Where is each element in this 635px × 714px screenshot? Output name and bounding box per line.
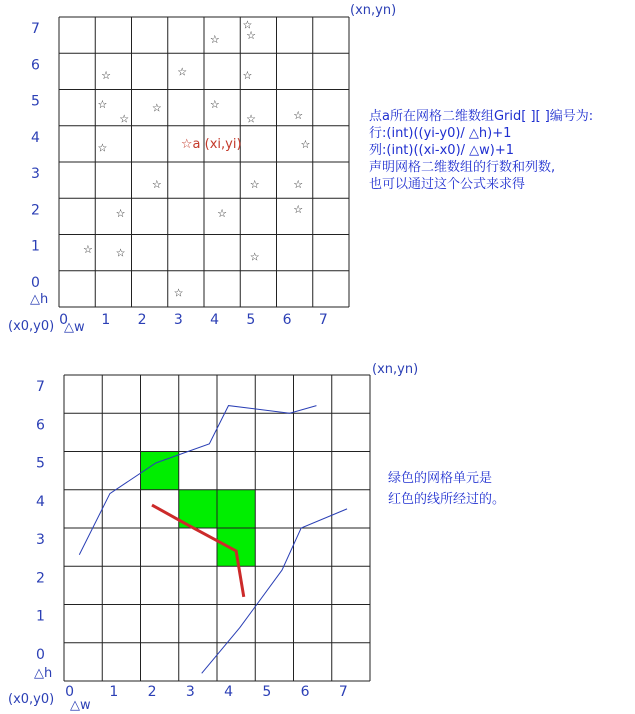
y-tick-label: 1	[31, 238, 40, 255]
grid-1	[59, 17, 349, 307]
star-point: ☆	[249, 177, 260, 191]
x-tick-label: 4	[210, 312, 220, 328]
star-point: ☆	[209, 98, 220, 111]
y-tick-label: 5	[31, 93, 40, 110]
y-tick-label: 6	[36, 417, 45, 434]
x-tick-label: 4	[224, 684, 234, 700]
x-tick-labels-2	[65, 684, 348, 700]
star-point: ☆	[115, 206, 126, 220]
blue-line-upper	[79, 406, 316, 555]
star-point: ☆	[209, 32, 220, 46]
y-tick-label: 2	[36, 570, 45, 587]
star-point: ☆	[242, 69, 253, 82]
corner-label-xn-yn: (xn,yn)	[350, 3, 397, 18]
y-tick-label: 4	[36, 493, 45, 510]
y-tick-label: 3	[31, 166, 40, 182]
highlight-note	[388, 470, 505, 507]
diagram-1	[8, 3, 593, 335]
star-point: ☆	[293, 177, 304, 191]
corner-label-x0-y0: (x0,y0)	[8, 319, 55, 334]
x-tick-label: 6	[282, 312, 292, 328]
x-tick-label: 2	[147, 684, 157, 700]
note-line: 列:(int)((xi-x0)/ △w)+1	[369, 143, 515, 158]
star-point: ☆	[97, 98, 108, 111]
star-point: ☆	[300, 137, 311, 151]
delta-h-label: △h	[30, 292, 49, 307]
y-tick-label: 0	[36, 646, 45, 663]
star-point: ☆	[177, 65, 188, 79]
grid-2	[64, 375, 370, 681]
note-line: 红色的线所经过的。	[388, 492, 506, 507]
star-point: ☆	[249, 250, 260, 264]
star-point: ☆	[101, 69, 111, 82]
star-point: ☆	[293, 108, 304, 122]
star-point: ☆	[83, 243, 93, 256]
diagram-2	[8, 362, 505, 713]
y-tick-label: 7	[31, 21, 40, 37]
corner-label-x0-y0-2: (x0,y0)	[8, 692, 55, 707]
note-line: 行:(int)((yi-y0)/ △h)+1	[369, 126, 512, 141]
note-line: 也可以通过这个公式来求得	[369, 177, 526, 192]
star-point: ☆	[115, 246, 126, 260]
star-point: ☆	[217, 206, 227, 220]
x-tick-label: 0	[65, 684, 75, 700]
note-line: 点a所在网格二维数组Grid[ ][ ]编号为:	[369, 109, 594, 124]
y-tick-label: 6	[31, 57, 40, 74]
x-tick-label: 3	[185, 684, 195, 700]
y-tick-labels-2	[36, 379, 45, 663]
y-tick-label: 3	[36, 532, 45, 548]
y-tick-label: 0	[31, 274, 40, 291]
star-point: ☆	[293, 203, 304, 217]
star-point: ☆	[173, 286, 184, 300]
x-tick-label: 7	[338, 684, 348, 700]
delta-h-label-2: △h	[34, 666, 53, 681]
y-tick-labels-1	[31, 21, 40, 291]
y-tick-label: 1	[36, 608, 45, 625]
star-point: ☆	[242, 18, 253, 32]
y-tick-label: 7	[36, 379, 45, 395]
delta-w-label-2: △w	[70, 698, 91, 713]
delta-w-label: △w	[64, 320, 85, 335]
highlight-cell	[217, 490, 255, 528]
x-tick-labels-1	[59, 312, 328, 328]
star-point: ☆	[97, 141, 108, 155]
x-tick-label: 3	[173, 312, 183, 328]
x-tick-label: 1	[101, 312, 111, 328]
note-line: 绿色的网格单元是	[388, 471, 493, 486]
star-point: ☆	[151, 101, 162, 115]
star-point: ☆	[246, 29, 256, 43]
star-point: ☆	[246, 112, 256, 126]
y-tick-label: 4	[31, 129, 40, 146]
x-tick-label: 2	[137, 312, 147, 328]
x-tick-label: 5	[262, 684, 272, 700]
highlight-cell	[217, 528, 255, 566]
corner-label-xn-yn-2: (xn,yn)	[372, 362, 419, 377]
x-tick-label: 5	[246, 312, 256, 328]
x-tick-label: 7	[318, 312, 328, 328]
point-a-label: ☆a (xi,yi)	[180, 136, 242, 152]
formula-note	[369, 108, 593, 192]
star-point: ☆	[151, 177, 162, 191]
y-tick-label: 2	[31, 202, 40, 219]
x-tick-label: 6	[300, 684, 310, 700]
x-tick-label: 0	[59, 312, 69, 328]
y-tick-label: 5	[36, 455, 45, 472]
note-line: 声明网格二维数组的行数和列数,	[369, 160, 556, 175]
x-tick-label: 1	[109, 684, 119, 700]
star-point: ☆	[119, 112, 130, 126]
